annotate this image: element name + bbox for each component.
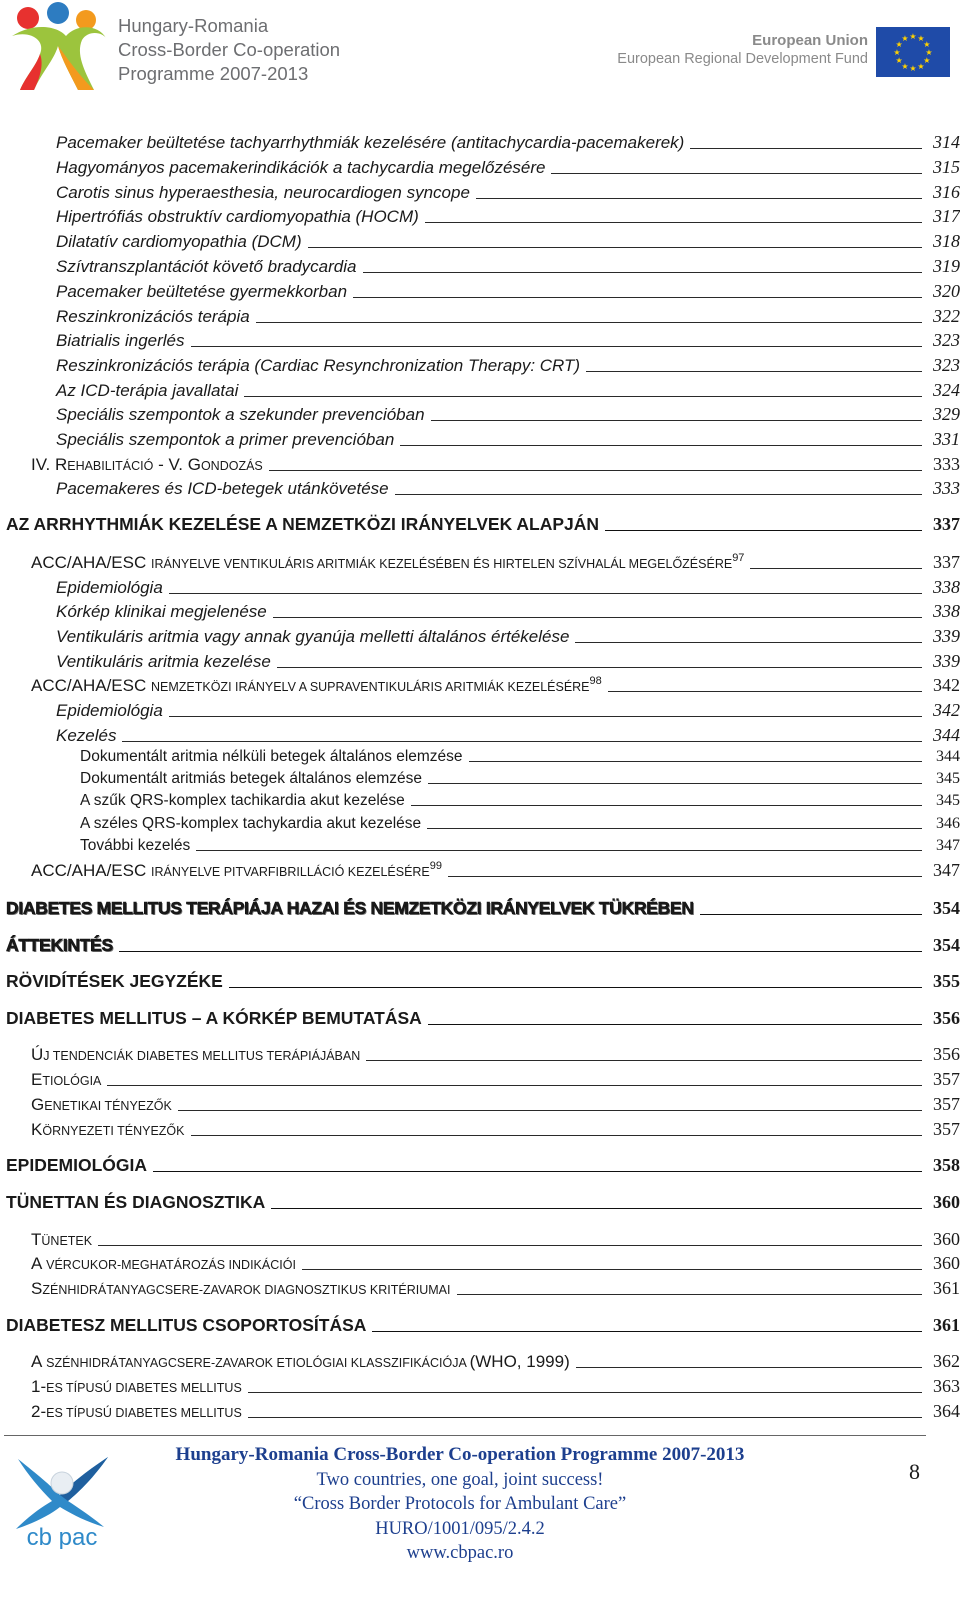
eu-star-icon: ★ xyxy=(901,61,909,71)
toc-entry-title xyxy=(0,1352,576,1372)
toc-title-part: ZÉNHIDRÁTANYAGCSERE-ZAVAROK DIAGNOSZTIKUS KRITÉRIUMAI xyxy=(42,1283,451,1297)
toc-entry[interactable] xyxy=(0,206,960,227)
toc-entry-title xyxy=(0,1230,98,1250)
toc-entry-title xyxy=(0,1045,366,1065)
toc-page-number: 318 xyxy=(933,231,960,251)
toc-leader-line xyxy=(425,221,922,223)
toc-entry[interactable] xyxy=(0,1315,960,1336)
toc-leader-line xyxy=(690,147,922,149)
toc-page-number: 319 xyxy=(933,256,960,276)
toc-leader-line xyxy=(98,1244,922,1246)
toc-leader-line xyxy=(395,493,922,495)
toc-entry-title: Epidemiológia xyxy=(56,701,163,720)
toc-leader-line xyxy=(229,986,922,988)
toc-entry[interactable] xyxy=(0,725,960,746)
programme-title-line: Programme 2007-2013 xyxy=(118,63,309,84)
toc-entry[interactable] xyxy=(0,748,960,766)
toc-leader-line xyxy=(363,271,923,273)
toc-entry[interactable] xyxy=(0,1094,960,1115)
toc-entry[interactable] xyxy=(0,1401,960,1422)
eu-star-icon: ★ xyxy=(917,61,925,71)
toc-entry-title: Ventikuláris aritmia vagy annak gyanúja melletti általános értékelése xyxy=(56,627,570,646)
toc-page-number: 344 xyxy=(933,725,960,745)
toc-leader-line xyxy=(400,444,922,446)
toc-leader-line xyxy=(119,950,922,952)
toc-entry[interactable] xyxy=(0,860,960,881)
toc-entry-title xyxy=(0,1254,302,1274)
toc-entry-title: Dilatatív cardiomyopathia (DCM) xyxy=(56,232,302,251)
toc-entry-title: Carotis sinus hyperaesthesia, neurocardiogen syncope xyxy=(56,183,470,202)
toc-page-number: 333 xyxy=(933,478,960,498)
programme-title-line: Cross-Border Co-operation xyxy=(118,39,341,60)
toc-entry-title: Reszinkronizációs terápia (Cardiac Resynchronization Therapy: CRT) xyxy=(56,356,581,375)
toc-page-number: 357 xyxy=(933,1119,960,1139)
toc-page-number: 357 xyxy=(933,1069,960,1089)
footer-slogan: Two countries, one goal, joint success! xyxy=(316,1469,604,1490)
toc-page-number: 337 xyxy=(933,514,960,534)
toc-entry-title xyxy=(0,1279,457,1299)
cbpac-logo xyxy=(8,1449,116,1549)
eu-star-icon: ★ xyxy=(893,48,901,57)
toc-title-part: A xyxy=(31,1254,47,1273)
page-footer xyxy=(0,1435,960,1623)
toc-entry[interactable] xyxy=(0,306,960,327)
toc-page-number: 323 xyxy=(933,330,960,350)
toc-title-part: G xyxy=(31,1095,45,1114)
toc-leader-line xyxy=(196,849,922,851)
toc-entry[interactable] xyxy=(0,1229,960,1250)
footer-programme: Hungary-Romania Cross-Border Co-operation Programme 2007-2013 xyxy=(175,1444,745,1465)
toc-entry-title xyxy=(0,1120,191,1140)
toc-leader-line xyxy=(428,782,922,784)
toc-title-part: ES TÍPUSÚ DIABETES MELLITUS xyxy=(46,1406,242,1420)
toc-entry-title: ÁTTEKINTÉS xyxy=(6,935,113,955)
toc-page-number: 344 xyxy=(936,748,960,765)
toc-title-part: TIOLÓGIA xyxy=(42,1074,102,1088)
toc-leader-line xyxy=(750,567,922,569)
eu-star-icon: ★ xyxy=(909,64,917,73)
toc-leader-line xyxy=(575,641,922,643)
toc-entry[interactable] xyxy=(0,626,960,647)
toc-title-part: ACC/AHA/ESC xyxy=(31,553,151,572)
toc-entry[interactable] xyxy=(0,770,960,788)
toc-entry[interactable] xyxy=(0,1119,960,1140)
eu-star-icon: ★ xyxy=(895,56,903,65)
eu-star-icon: ★ xyxy=(917,34,925,44)
toc-title-part: NEMZETKÖZI IRÁNYELV A SUPRAVENTIKULÁRIS ARITMIÁK KEZELÉSÉRE xyxy=(150,680,590,694)
toc-leader-line xyxy=(469,760,922,762)
toc-page-number: 339 xyxy=(933,626,960,646)
toc-leader-line xyxy=(411,804,922,806)
toc-page-number: 346 xyxy=(936,815,960,832)
toc-leader-line xyxy=(576,1366,922,1368)
toc-page-number: 322 xyxy=(933,306,960,326)
eu-star-icon: ★ xyxy=(895,40,903,49)
toc-entry-title xyxy=(0,675,608,696)
toc-entry-title: Hipertrófiás obstruktív cardiomyopathia (HOCM) xyxy=(56,207,419,226)
toc-title-part: SZÉNHIDRÁTANYAGCSERE-ZAVAROK ETIOLÓGIAI KLASSZIFIKÁCIÓJA xyxy=(46,1356,470,1370)
toc-leader-line xyxy=(308,246,922,248)
toc-entry[interactable] xyxy=(0,1044,960,1065)
toc-entry[interactable] xyxy=(0,651,960,672)
reference-superscript: 98 xyxy=(589,675,602,687)
toc-title-part: Ú xyxy=(31,1045,44,1064)
reference-superscript: 97 xyxy=(732,552,745,564)
eu-star-icon: ★ xyxy=(925,48,933,57)
toc-entry-title: EPIDEMIOLÓGIA xyxy=(6,1155,147,1175)
toc-page-number: 315 xyxy=(933,157,960,177)
toc-entry[interactable] xyxy=(0,157,960,178)
toc-page-number: 323 xyxy=(933,355,960,375)
toc-entry[interactable] xyxy=(0,552,960,573)
toc-leader-line xyxy=(153,1170,922,1172)
toc-entry[interactable] xyxy=(0,792,960,810)
toc-entry[interactable] xyxy=(0,330,960,351)
toc-page-number: 362 xyxy=(933,1351,960,1371)
toc-entry-title: További kezelés xyxy=(80,837,191,854)
toc-page-number: 347 xyxy=(936,837,960,854)
toc-title-part: (WHO, 1999) xyxy=(469,1352,570,1371)
toc-entry-title: Dokumentált aritmiás betegek általános elemzése xyxy=(80,770,423,787)
toc-entry[interactable] xyxy=(0,132,960,153)
toc-page-number: 355 xyxy=(933,971,960,991)
toc-leader-line xyxy=(256,321,922,323)
toc-page-number: 360 xyxy=(933,1253,960,1273)
toc-entry[interactable] xyxy=(0,355,960,376)
toc-entry-title xyxy=(0,1095,178,1115)
toc-leader-line xyxy=(372,1330,922,1332)
toc-entry-title: Epidemiológia xyxy=(56,578,163,597)
toc-page-number: 358 xyxy=(933,1155,960,1175)
toc-leader-line xyxy=(551,172,922,174)
toc-entry[interactable] xyxy=(0,675,960,696)
toc-entry-title: A széles QRS-komplex tachykardia akut kezelése xyxy=(80,815,422,832)
toc-entry[interactable] xyxy=(0,898,960,919)
toc-entry-title: Ventikuláris aritmia kezelése xyxy=(56,652,271,671)
toc-page-number: 356 xyxy=(933,1044,960,1064)
toc-entry[interactable] xyxy=(0,478,960,499)
toc-leader-line xyxy=(431,419,922,421)
toc-entry-title: Biatrialis ingerlés xyxy=(56,331,185,350)
toc-entry-title: Hagyományos pacemakerindikációk a tachycardia megelőzésére xyxy=(56,158,546,177)
toc-page-number: 337 xyxy=(933,552,960,572)
toc-page-number: 345 xyxy=(936,792,960,809)
footer-divider xyxy=(4,1435,926,1436)
toc-entry[interactable] xyxy=(0,577,960,598)
toc-leader-line xyxy=(277,666,922,668)
toc-entry[interactable] xyxy=(0,514,960,535)
toc-page-number: 338 xyxy=(933,601,960,621)
toc-entry[interactable] xyxy=(0,1069,960,1090)
toc-title-part: IRÁNYELVE PITVARFIBRILLÁCIÓ KEZELÉSÉRE xyxy=(150,865,430,879)
toc-entry-title: Pacemaker beültetése tachyarrhythmiák kezelésére (antitachycardia-pacemakerek) xyxy=(56,133,685,152)
toc-page-number: 329 xyxy=(933,404,960,424)
toc-page-number: 354 xyxy=(933,898,960,918)
toc-page-number: 342 xyxy=(933,675,960,695)
toc-page-number: 316 xyxy=(933,182,960,202)
toc-leader-line xyxy=(366,1059,922,1061)
toc-leader-line xyxy=(448,875,922,877)
toc-entry-title: Reszinkronizációs terápia xyxy=(56,307,250,326)
toc-leader-line xyxy=(191,1134,923,1136)
toc-title-part: IRÁNYELVE VENTIKULÁRIS ARITMIÁK KEZELÉSÉBEN ÉS HIRTELEN SZÍVHALÁL MEGELŐZÉSÉRE xyxy=(150,557,733,571)
toc-entry-title: Kórkép klinikai megjelenése xyxy=(56,602,267,621)
toc-page-number: 364 xyxy=(933,1401,960,1421)
toc-title-part: E xyxy=(31,1070,43,1089)
toc-page-number: 339 xyxy=(933,651,960,671)
toc-leader-line xyxy=(700,913,922,915)
toc-entry[interactable] xyxy=(0,182,960,203)
toc-leader-line xyxy=(353,296,922,298)
toc-entry-title: Dokumentált aritmia nélküli betegek általános elemzése xyxy=(80,748,463,765)
toc-title-part: 2- xyxy=(31,1402,47,1421)
toc-leader-line xyxy=(122,740,922,742)
toc-entry[interactable] xyxy=(0,1351,960,1372)
reference-superscript: 99 xyxy=(429,860,443,872)
toc-entry-title: DIABETES MELLITUS – A KÓRKÉP BEMUTATÁSA xyxy=(6,1008,422,1028)
toc-title-part: ONDOZÁS xyxy=(200,459,263,473)
toc-leader-line xyxy=(428,1023,922,1025)
toc-entry-title: RÖVIDÍTÉSEK JEGYZÉKE xyxy=(6,971,223,991)
cbpac-logo-text: cb pac xyxy=(26,1524,98,1549)
toc-entry-title: Speciális szempontok a szekunder prevencióban xyxy=(56,405,425,424)
toc-leader-line xyxy=(169,592,922,594)
toc-title-part: ÖRNYEZETI TÉNYEZŐK xyxy=(42,1124,185,1138)
toc-title-part: EHABILITÁCIÓ xyxy=(67,459,154,473)
toc-entry[interactable] xyxy=(0,1376,960,1397)
toc-title-part: ÜNETEK xyxy=(41,1234,93,1248)
toc-leader-line xyxy=(476,197,922,199)
toc-entry-title: Speciális szempontok a primer prevencióban xyxy=(56,430,395,449)
page-number: 8 xyxy=(909,1459,920,1484)
eu-star-icon: ★ xyxy=(909,32,917,41)
toc-leader-line xyxy=(427,827,922,829)
toc-entry-title: Pacemakeres és ICD-betegek utánkövetése xyxy=(56,479,389,498)
toc-entry[interactable] xyxy=(0,837,960,855)
toc-title-part: ACC/AHA/ESC xyxy=(31,676,151,695)
toc-page-number: 342 xyxy=(933,700,960,720)
toc-leader-line xyxy=(248,1416,922,1418)
toc-leader-line xyxy=(302,1268,922,1270)
footer-text xyxy=(140,1443,780,1566)
eu-line-1: European Union xyxy=(752,32,868,49)
toc-entry-title: Pacemaker beültetése gyermekkorban xyxy=(56,282,348,301)
toc-entry-title: Szívtranszplantációt követő bradycardia xyxy=(56,257,357,276)
toc-entry[interactable] xyxy=(0,935,960,956)
toc-leader-line xyxy=(273,616,922,618)
toc-title-part: IV. R xyxy=(31,455,68,474)
toc-leader-line xyxy=(605,529,922,531)
toc-page-number: 320 xyxy=(933,281,960,301)
toc-title-part: T xyxy=(31,1230,42,1249)
toc-title-part: S xyxy=(31,1279,43,1298)
toc-leader-line xyxy=(608,690,922,692)
toc-entry[interactable] xyxy=(0,281,960,302)
toc-title-part: K xyxy=(31,1120,43,1139)
toc-entry-title xyxy=(0,1402,248,1422)
toc-entry[interactable] xyxy=(0,404,960,425)
toc-page-number: 333 xyxy=(933,454,960,474)
toc-entry[interactable] xyxy=(0,1192,960,1213)
toc-entry-title xyxy=(0,552,750,573)
toc-page-number: 360 xyxy=(933,1192,960,1212)
footer-website[interactable]: www.cbpac.ro xyxy=(406,1543,514,1563)
eu-star-icon: ★ xyxy=(923,40,931,49)
toc-entry[interactable] xyxy=(0,1008,960,1029)
toc-page-number: 356 xyxy=(933,1008,960,1028)
toc-leader-line xyxy=(178,1109,922,1111)
toc-page-number: 354 xyxy=(933,935,960,955)
toc-entry[interactable] xyxy=(0,454,960,475)
programme-title-line: Hungary-Romania xyxy=(118,15,269,36)
toc-entry-title xyxy=(0,1377,248,1397)
toc-entry[interactable] xyxy=(0,380,960,401)
toc-title-part: ACC/AHA/ESC xyxy=(31,861,151,880)
toc-title-part: ES TÍPUSÚ DIABETES MELLITUS xyxy=(46,1381,242,1395)
eu-line-2: European Regional Development Fund xyxy=(617,51,868,67)
toc-entry[interactable] xyxy=(0,429,960,450)
toc-leader-line xyxy=(169,715,922,717)
toc-entry-title: Az ICD-terápia javallatai xyxy=(56,381,239,400)
toc-entry[interactable] xyxy=(0,1253,960,1274)
toc-leader-line xyxy=(248,1391,922,1393)
toc-leader-line xyxy=(586,370,922,372)
toc-title-part: A xyxy=(31,1352,47,1371)
toc-entry[interactable] xyxy=(0,1155,960,1176)
toc-page-number: 361 xyxy=(933,1315,960,1335)
toc-leader-line xyxy=(107,1084,922,1086)
toc-page-number: 363 xyxy=(933,1376,960,1396)
toc-page-number: 345 xyxy=(936,770,960,787)
toc-entry[interactable] xyxy=(0,1278,960,1299)
toc-leader-line xyxy=(269,469,922,471)
toc-page-number: 361 xyxy=(933,1278,960,1298)
toc-entry-title: A szűk QRS-komplex tachikardia akut kezelése xyxy=(80,792,405,809)
toc-title-part: 1- xyxy=(31,1377,47,1396)
toc-page-number: 314 xyxy=(933,132,960,152)
footer-project-title: “Cross Border Protocols for Ambulant Care” xyxy=(293,1494,627,1514)
toc-page-number: 347 xyxy=(933,860,960,880)
toc-leader-line xyxy=(271,1207,922,1209)
toc-title-part: - V. G xyxy=(153,455,201,474)
toc-leader-line xyxy=(191,345,923,347)
toc-entry-title xyxy=(0,1070,107,1090)
toc-title-part: VÉRCUKOR-MEGHATÁROZÁS INDIKÁCIÓI xyxy=(46,1258,296,1272)
toc-entry[interactable] xyxy=(0,700,960,721)
toc-entry[interactable] xyxy=(0,971,960,992)
toc-page-number: 360 xyxy=(933,1229,960,1249)
toc-entry[interactable] xyxy=(0,256,960,277)
eu-star-icon: ★ xyxy=(923,56,931,65)
toc-page-number: 324 xyxy=(933,380,960,400)
toc-entry-title: Kezelés xyxy=(56,726,117,745)
toc-leader-line xyxy=(457,1293,923,1295)
toc-entry-title: TÜNETTAN ÉS DIAGNOSZTIKA xyxy=(6,1192,266,1212)
footer-project-code: HURO/1001/095/2.4.2 xyxy=(375,1518,545,1539)
eu-star-icon: ★ xyxy=(901,34,909,44)
toc-leader-line xyxy=(244,395,922,397)
toc-title-part: J TENDENCIÁK DIABETES MELLITUS TERÁPIÁJÁBAN xyxy=(43,1049,361,1063)
toc-page-number: 331 xyxy=(933,429,960,449)
toc-entry[interactable] xyxy=(0,231,960,252)
toc-entry-title xyxy=(0,860,448,881)
toc-title-part: ENETIKAI TÉNYEZŐK xyxy=(44,1099,172,1113)
toc-page-number: 317 xyxy=(933,206,960,226)
toc-entry[interactable] xyxy=(0,815,960,833)
toc-page-number: 357 xyxy=(933,1094,960,1114)
toc-entry-title: AZ ARRHYTHMIÁK KEZELÉSE A NEMZETKÖZI IRÁNYELVEK ALAPJÁN xyxy=(6,514,600,534)
toc-page-number: 338 xyxy=(933,577,960,597)
toc-entry[interactable] xyxy=(0,601,960,622)
toc-entry-title: DIABETES MELLITUS TERÁPIÁJA HAZAI ÉS NEMZETKÖZI IRÁNYELVEK TÜKRÉBEN xyxy=(6,898,694,918)
toc-entry-title: DIABETESZ MELLITUS CSOPORTOSÍTÁSA xyxy=(6,1315,367,1335)
toc-entry-title xyxy=(0,455,269,475)
